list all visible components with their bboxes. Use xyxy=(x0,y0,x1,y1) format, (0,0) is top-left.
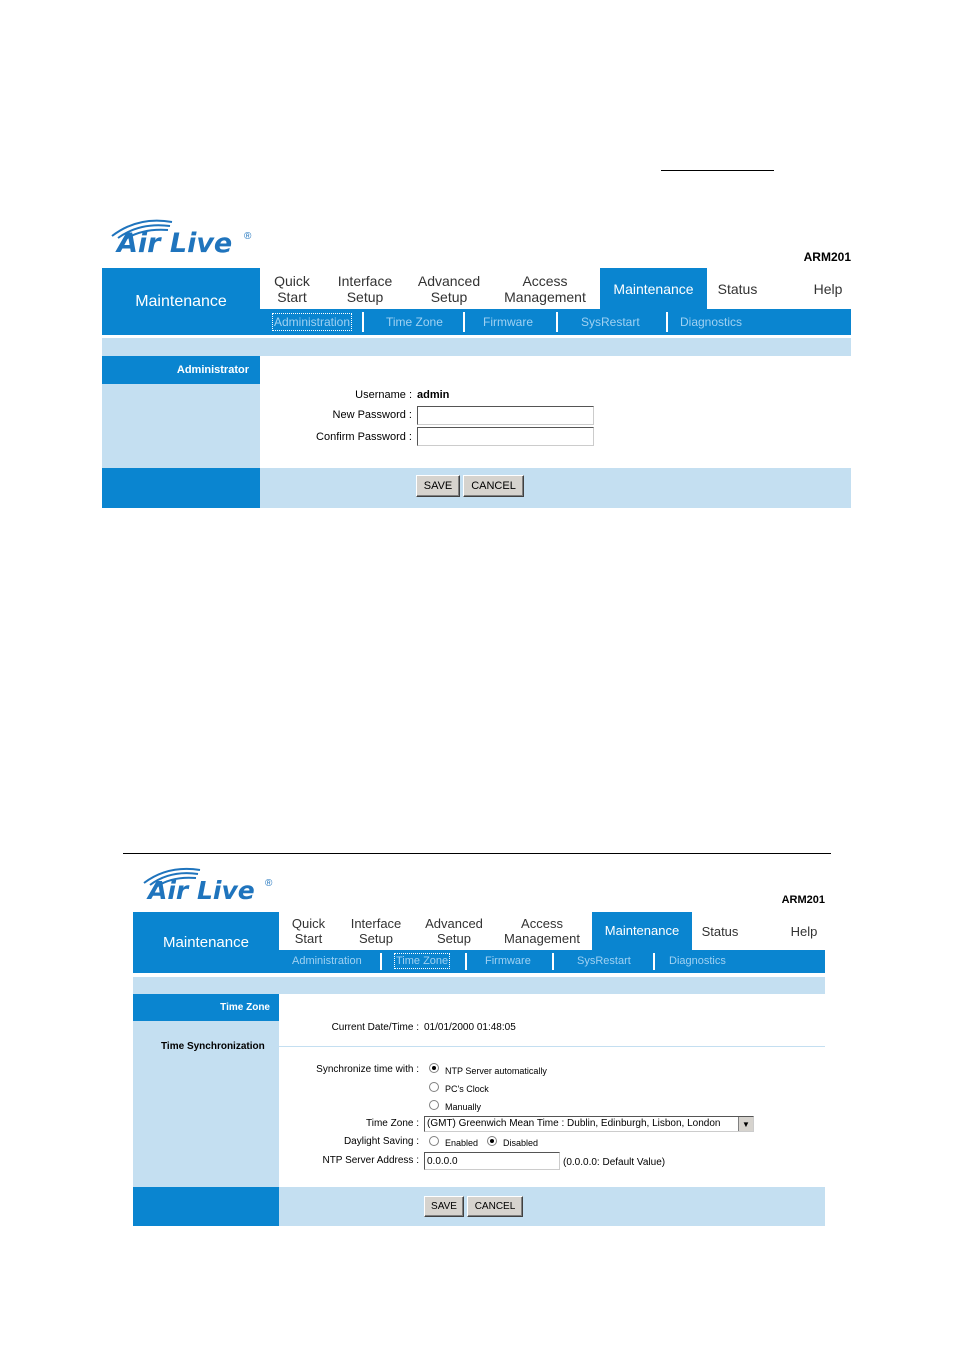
nav-access-management[interactable] xyxy=(498,273,592,305)
section-title: Maintenance xyxy=(133,912,279,973)
save-button[interactable]: SAVE xyxy=(424,1196,464,1217)
nav-interface-setup-line1: Interface xyxy=(350,916,402,931)
logo-text: Air Live xyxy=(117,228,233,259)
nav-status[interactable]: Status xyxy=(701,924,739,939)
save-button[interactable]: SAVE xyxy=(416,475,460,497)
daylight-disabled-radio[interactable] xyxy=(487,1136,497,1146)
airlive-logo xyxy=(133,863,283,907)
nav-interface-setup[interactable] xyxy=(343,916,409,946)
nav-interface-setup-line2: Setup xyxy=(346,289,384,305)
logo-registered-mark: ® xyxy=(265,878,273,889)
doc-separator-line xyxy=(123,853,831,854)
current-datetime-value: 01/01/2000 01:48:05 xyxy=(424,1022,516,1033)
nav-quick-start-line2: Start xyxy=(294,931,323,946)
nav-maintenance[interactable]: Maintenance xyxy=(592,912,692,950)
nav-help[interactable]: Help xyxy=(790,924,818,939)
screenshot-administration xyxy=(102,212,851,508)
nav-help[interactable]: Help xyxy=(813,281,843,297)
doc-underline xyxy=(661,170,774,171)
subnav-time-zone[interactable]: Time Zone xyxy=(386,315,443,329)
nav-access-management[interactable] xyxy=(499,916,585,946)
subnav-firmware[interactable]: Firmware xyxy=(485,955,531,967)
cancel-button[interactable]: CANCEL xyxy=(467,1196,523,1217)
subnav-separator xyxy=(463,312,465,332)
nav-access-management-line1: Access xyxy=(521,916,563,931)
subnav-time-zone[interactable]: Time Zone xyxy=(396,955,449,967)
new-password-label: New Password : xyxy=(332,409,412,421)
confirm-password-label: Confirm Password : xyxy=(316,431,412,443)
subnav-separator xyxy=(380,953,382,970)
model-name: ARM201 xyxy=(781,894,825,906)
sync-pc-clock-radio[interactable] xyxy=(429,1082,439,1092)
sync-manually-radio[interactable] xyxy=(429,1100,439,1110)
nav-quick-start[interactable] xyxy=(262,273,322,305)
subnav-separator xyxy=(556,312,558,332)
subnav-administration[interactable]: Administration xyxy=(274,315,351,329)
subnav-administration[interactable]: Administration xyxy=(292,955,362,967)
subnav-separator xyxy=(666,312,668,332)
nav-advanced-setup-line1: Advanced xyxy=(425,916,483,931)
daylight-enabled-label: Enabled xyxy=(445,1138,479,1148)
ntp-server-hint: (0.0.0.0: Default Value) xyxy=(563,1157,666,1168)
sync-ntp-label: NTP Server automatically xyxy=(445,1066,547,1076)
subnav-separator xyxy=(362,312,364,332)
button-bar xyxy=(279,1187,825,1226)
left-header-administrator: Administrator xyxy=(102,356,260,384)
nav-status[interactable]: Status xyxy=(717,281,758,297)
nav-advanced-setup-line2: Setup xyxy=(437,931,471,946)
timezone-select[interactable] xyxy=(424,1116,754,1132)
subnav-bar xyxy=(279,950,825,973)
username-value: admin xyxy=(417,389,450,401)
new-password-input[interactable] xyxy=(417,406,594,425)
subnav-sysrestart[interactable]: SysRestart xyxy=(577,955,631,967)
chevron-down-icon[interactable]: ▼ xyxy=(738,1117,753,1131)
button-bar xyxy=(260,468,851,508)
sync-pc-clock-label: PC's Clock xyxy=(445,1084,489,1094)
form-divider xyxy=(279,1046,825,1047)
left-column xyxy=(133,994,279,1187)
logo-registered-mark: ® xyxy=(244,231,252,242)
model-name: ARM201 xyxy=(803,250,851,264)
subnav-sysrestart[interactable]: SysRestart xyxy=(581,315,640,329)
sync-ntp-radio[interactable] xyxy=(429,1063,439,1073)
timezone-selected-value: (GMT) Greenwich Mean Time : Dublin, Edinburgh, Lisbon, London xyxy=(427,1118,721,1129)
left-header-time-zone: Time Zone xyxy=(133,994,279,1021)
airlive-logo xyxy=(102,212,262,264)
nav-interface-setup-line2: Setup xyxy=(359,931,393,946)
separator-bar xyxy=(133,977,825,994)
nav-access-management-line2: Management xyxy=(504,289,586,305)
section-title: Maintenance xyxy=(102,268,260,335)
daylight-disabled-label: Disabled xyxy=(503,1138,539,1148)
left-footer xyxy=(133,1187,279,1226)
nav-advanced-setup[interactable] xyxy=(418,916,490,946)
left-subheader-time-synchronization: Time Synchronization xyxy=(161,1041,265,1052)
nav-quick-start-line2: Start xyxy=(277,289,307,305)
sync-label: Synchronize time with : xyxy=(316,1064,419,1075)
ntp-server-input[interactable] xyxy=(424,1152,560,1170)
nav-quick-start[interactable] xyxy=(281,916,336,946)
cancel-button[interactable]: CANCEL xyxy=(463,475,524,497)
subnav-separator xyxy=(465,953,467,970)
sync-manually-label: Manually xyxy=(445,1102,482,1112)
nav-advanced-setup-line1: Advanced xyxy=(417,273,481,289)
nav-advanced-setup-line2: Setup xyxy=(430,289,468,305)
screenshot-time-zone xyxy=(133,863,825,1226)
subnav-bar xyxy=(260,309,851,335)
ntp-server-label: NTP Server Address : xyxy=(322,1155,419,1166)
separator-bar xyxy=(102,338,851,356)
subnav-firmware[interactable]: Firmware xyxy=(483,315,533,329)
nav-access-management-line2: Management xyxy=(504,931,580,946)
left-footer xyxy=(102,468,260,508)
username-label: Username : xyxy=(355,389,412,401)
nav-interface-setup[interactable] xyxy=(330,273,400,305)
nav-maintenance[interactable]: Maintenance xyxy=(600,268,707,309)
nav-quick-start-line1: Quick xyxy=(274,273,310,289)
subnav-separator xyxy=(653,953,655,970)
nav-access-management-line1: Access xyxy=(522,273,568,289)
nav-interface-setup-line1: Interface xyxy=(337,273,393,289)
logo-text: Air Live xyxy=(148,876,255,905)
daylight-enabled-radio[interactable] xyxy=(429,1136,439,1146)
subnav-separator xyxy=(552,953,554,970)
nav-advanced-setup[interactable] xyxy=(410,273,488,305)
confirm-password-input[interactable] xyxy=(417,427,594,446)
subnav-diagnostics[interactable]: Diagnostics xyxy=(669,955,726,967)
timezone-label: Time Zone : xyxy=(366,1118,419,1129)
nav-quick-start-line1: Quick xyxy=(291,916,326,931)
current-datetime-label: Current Date/Time : xyxy=(331,1022,419,1033)
subnav-diagnostics[interactable]: Diagnostics xyxy=(680,315,743,329)
daylight-label: Daylight Saving : xyxy=(343,1136,419,1147)
